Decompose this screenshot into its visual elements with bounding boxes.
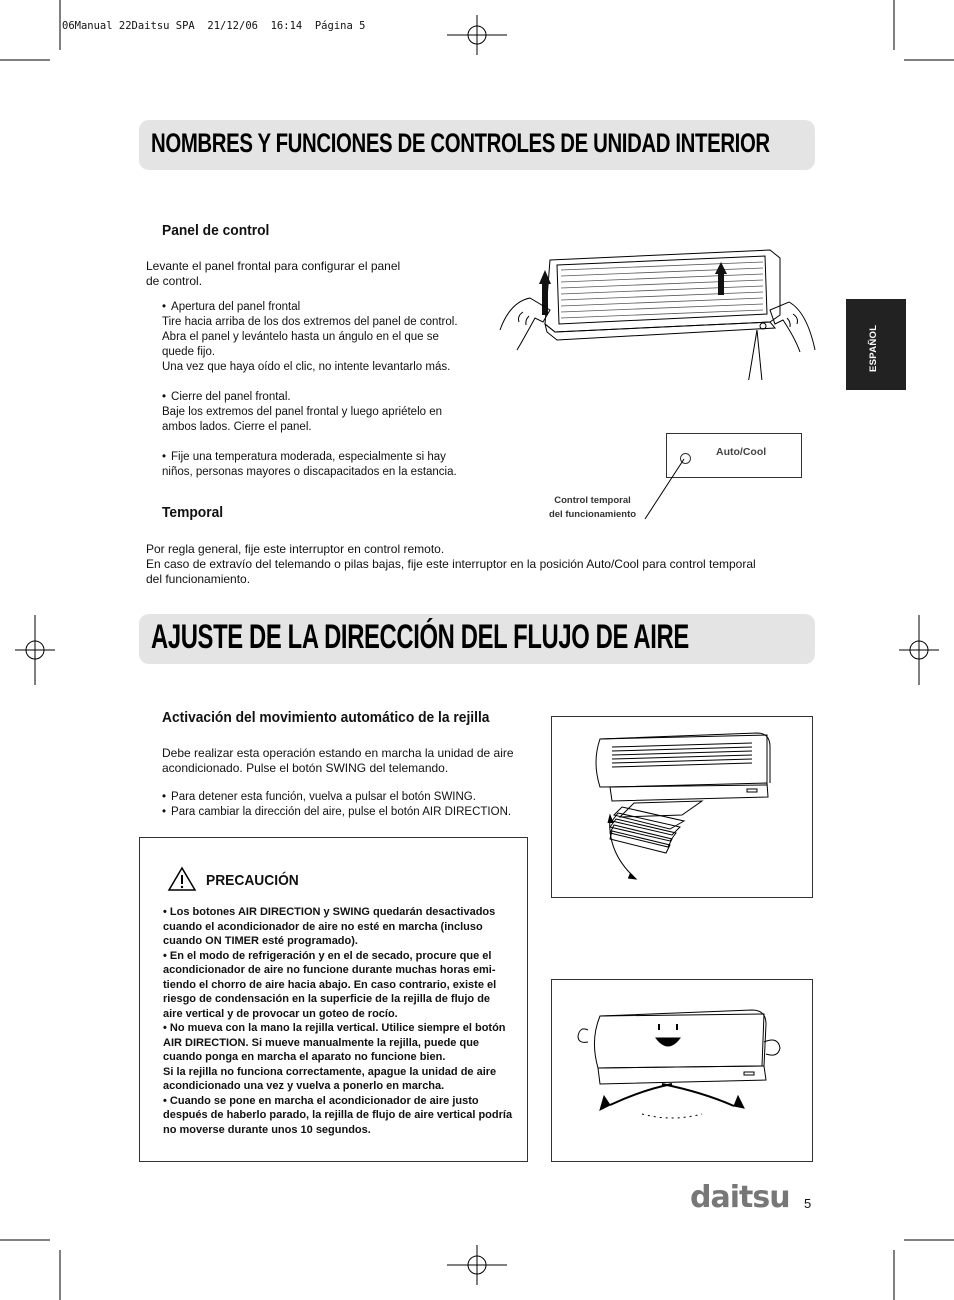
caution-line: • Cuando se pone en marcha el acondicionador de aire justo — [163, 1094, 479, 1107]
panel-bullets — [162, 300, 492, 480]
temporal-heading: Temporal — [162, 504, 224, 521]
panel-intro — [146, 259, 400, 289]
section-title: NOMBRES Y FUNCIONES DE CONTROLES DE UNIDAD INTERIOR — [151, 128, 770, 158]
section-title-banner — [139, 614, 815, 664]
swing-bullet — [162, 790, 511, 805]
section-title: AJUSTE DE LA DIRECCIÓN DEL FLUJO DE AIRE — [151, 618, 689, 656]
caution-line: • Los botones AIR DIRECTION y SWING quedarán desactivados — [163, 906, 496, 918]
temporal-line: del funcionamiento. — [146, 572, 251, 586]
caution-line: riesgo de condensación en la superficie de la rejilla de flujo de — [163, 993, 491, 1005]
section-title-banner — [139, 120, 815, 170]
temporal-line: Por regla general, fije este interruptor en control remoto. — [146, 542, 445, 556]
auto-cool-label: Auto/Cool — [716, 446, 767, 458]
caution-line: acondicionado una vez y vuelva a ponerlo en marcha. — [163, 1080, 445, 1092]
caution-line: cuando ponga en marcha el aparato no funcione bien. — [163, 1051, 446, 1063]
temporal-line: En caso de extravío del telemando o pilas bajas, fije este interruptor en la posición Auto/Cool para control temporal — [146, 557, 756, 571]
language-tab-label: ESPAÑOL — [868, 324, 879, 372]
ac-panel-illustration — [495, 240, 825, 380]
bullet-line: niños, personas mayores o discapacitados en la estancia. — [162, 466, 457, 478]
caution-title: PRECAUCIÓN — [206, 872, 299, 889]
leader-line — [640, 455, 700, 525]
bullet-line: quede fijo. — [162, 346, 216, 358]
swing-bullet-text: Para detener esta función, vuelva a pulsar el botón SWING. — [171, 791, 476, 803]
bullet-line: Baje los extremos del panel frontal y luego apriételo en — [162, 406, 443, 418]
temporal-text — [146, 542, 826, 587]
caution-line: acondicionador de aire no funcione durante muchas horas emi- — [163, 964, 496, 976]
caution-line: Si la rejilla no funciona correctamente, apague la unidad de aire — [163, 1065, 497, 1078]
swing-heading: Activación del movimiento automático de la rejilla — [162, 709, 490, 726]
swing-bullets — [162, 790, 511, 820]
caution-line: cuando el acondicionador de aire no esté en marcha (incluso — [163, 920, 483, 933]
intro-line: Levante el panel frontal para configurar el panel — [146, 259, 401, 273]
swing-illustration — [552, 717, 812, 897]
swing-line: acondicionado. Pulse el botón SWING del telemando. — [162, 761, 449, 775]
caution-text — [163, 905, 523, 1137]
caution-line: • No mueva con la mano la rejilla vertical. Utilice siempre el botón — [163, 1022, 506, 1034]
bullet-line: ambos lados. Cierre el panel. — [162, 421, 312, 433]
intro-line: de control. — [146, 274, 203, 288]
bullet-line: Una vez que haya oído el clic, no intente levantarlo más. — [162, 361, 451, 373]
bullet-title: • Cierre del panel frontal. — [162, 390, 492, 405]
swing-line: Debe realizar esta operación estando en marcha la unidad de aire — [162, 746, 514, 760]
caution-line: • En el modo de refrigeración y en el de secado, procure que el — [163, 949, 492, 962]
language-tab — [846, 299, 906, 390]
airflow-illustration — [552, 980, 812, 1161]
caution-line: cuando ON TIMER esté programado). — [163, 935, 358, 947]
panel-heading: Panel de control — [162, 222, 270, 239]
control-label-line: del funcionamiento — [548, 509, 637, 520]
control-temporal-label — [540, 494, 645, 522]
page-number: 5 — [804, 1196, 812, 1211]
bullet-title: • Apertura del panel frontal — [162, 300, 492, 315]
airflow-illustration-box — [551, 979, 813, 1162]
swing-paragraph — [162, 746, 514, 776]
caution-box — [139, 837, 528, 1162]
bullet-line — [162, 450, 492, 465]
bullet-line: Abra el panel y levántelo hasta un ángulo en el que se — [162, 331, 439, 343]
caution-line: aire vertical y de provocar un goteo de rocío. — [163, 1007, 398, 1020]
caution-line: AIR DIRECTION. Si mueve manualmente la rejilla, puede que — [163, 1036, 480, 1049]
bullet-line: Tire hacia arriba de los dos extremos del panel de control. — [162, 316, 458, 328]
swing-illustration-box — [551, 716, 813, 898]
caution-line: no moverse durante unos 10 segundos. — [163, 1123, 371, 1136]
print-slug: 06Manual 22Daitsu SPA 21/12/06 16:14 Página 5 — [62, 20, 366, 32]
daitsu-logo: daitsu — [690, 1180, 790, 1215]
bullet-text: Fije una temperatura moderada, especialmente si hay — [171, 451, 446, 463]
caution-line: tiendo el chorro de aire hacia abajo. En caso contrario, existe el — [163, 978, 497, 991]
swing-bullet-text: Para cambiar la dirección del aire, pulse el botón AIR DIRECTION. — [171, 806, 512, 818]
warning-icon — [167, 866, 197, 892]
swing-bullet — [162, 805, 511, 820]
caution-line: después de haberlo parado, la rejilla de flujo de aire vertical podría — [163, 1109, 513, 1121]
control-label-line: Control temporal — [554, 495, 631, 506]
